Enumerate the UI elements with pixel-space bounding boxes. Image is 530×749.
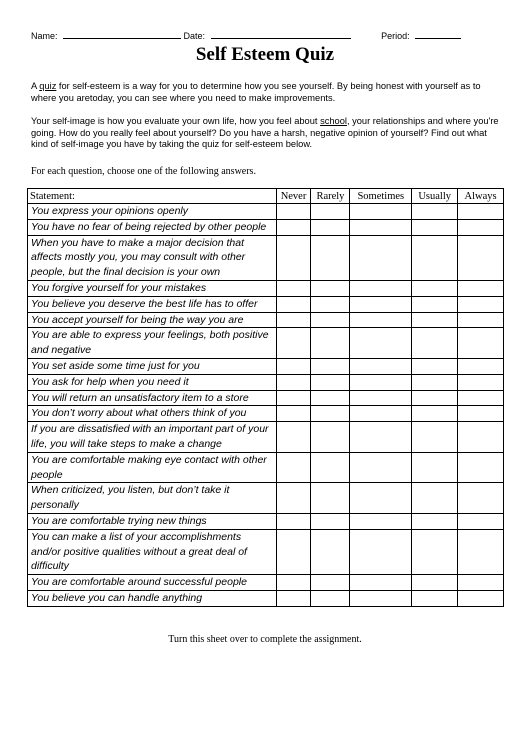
- school-link[interactable]: school: [320, 116, 347, 126]
- table-row: [28, 390, 504, 406]
- answer-cell-sometimes[interactable]: [350, 296, 412, 312]
- table-row: [28, 529, 504, 574]
- answer-cell-always[interactable]: [458, 529, 504, 574]
- statement-cell: You believe you can handle anything: [28, 590, 277, 606]
- date-field[interactable]: [211, 30, 351, 39]
- table-row: [28, 406, 504, 422]
- table-row: [28, 358, 504, 374]
- table-row: [28, 590, 504, 606]
- intro-paragraph: [31, 81, 501, 104]
- answer-cell-usually[interactable]: [412, 328, 458, 359]
- answer-cell-rarely[interactable]: [311, 422, 350, 453]
- table-row: [28, 422, 504, 453]
- answer-cell-usually[interactable]: [412, 219, 458, 235]
- answer-cell-never[interactable]: [276, 235, 311, 280]
- answer-cell-usually[interactable]: [412, 590, 458, 606]
- column-header: Statement:: [28, 189, 277, 204]
- answer-cell-never[interactable]: [276, 374, 311, 390]
- answer-cell-sometimes[interactable]: [350, 575, 412, 591]
- answer-cell-usually[interactable]: [412, 204, 458, 220]
- answer-cell-sometimes[interactable]: [350, 452, 412, 483]
- statement-cell: You ask for help when you need it: [28, 374, 277, 390]
- answer-cell-rarely[interactable]: [311, 219, 350, 235]
- answer-cell-always[interactable]: [458, 235, 504, 280]
- answer-cell-rarely[interactable]: [311, 204, 350, 220]
- column-header: Sometimes: [350, 189, 412, 204]
- answer-cell-never[interactable]: [276, 575, 311, 591]
- answer-cell-rarely[interactable]: [311, 483, 350, 514]
- answer-cell-rarely[interactable]: [311, 296, 350, 312]
- answer-cell-always[interactable]: [458, 390, 504, 406]
- period-field[interactable]: [415, 30, 461, 39]
- self-image-text-end: , your relationships and where you're going. How do you really feel about yourself? Do you have a harsh, negative opinion of yourself? Find out what kind of self-image you have by taking the quiz for self-esteem below.: [31, 116, 499, 149]
- answer-cell-never[interactable]: [276, 590, 311, 606]
- answer-cell-always[interactable]: [458, 219, 504, 235]
- table-row: [28, 374, 504, 390]
- table-row: [28, 328, 504, 359]
- answer-cell-usually[interactable]: [412, 575, 458, 591]
- column-header: Always: [458, 189, 504, 204]
- answer-cell-sometimes[interactable]: [350, 219, 412, 235]
- column-header: Never: [276, 189, 311, 204]
- answer-cell-rarely[interactable]: [311, 390, 350, 406]
- answer-cell-usually[interactable]: [412, 483, 458, 514]
- answer-cell-never[interactable]: [276, 219, 311, 235]
- answer-cell-always[interactable]: [458, 422, 504, 453]
- answer-cell-usually[interactable]: [412, 358, 458, 374]
- answer-cell-rarely[interactable]: [311, 280, 350, 296]
- table-row: [28, 312, 504, 328]
- table-row: [28, 296, 504, 312]
- answer-cell-usually[interactable]: [412, 513, 458, 529]
- answer-cell-never[interactable]: [276, 529, 311, 574]
- answer-cell-never[interactable]: [276, 406, 311, 422]
- answer-cell-rarely[interactable]: [311, 235, 350, 280]
- instructions: For each question, choose one of the following answers.: [31, 166, 256, 177]
- answer-cell-sometimes[interactable]: [350, 406, 412, 422]
- intro-text-end: for self-esteem is a way for you to determine how you see yourself. By being honest with yourself as to where you aretoday, you can see where you need to make improvements.: [31, 81, 481, 103]
- answer-cell-always[interactable]: [458, 280, 504, 296]
- name-field[interactable]: [63, 30, 181, 39]
- table-row: [28, 204, 504, 220]
- answer-cell-always[interactable]: [458, 204, 504, 220]
- column-header: Rarely: [311, 189, 350, 204]
- statement-cell: You have no fear of being rejected by other people: [28, 219, 277, 235]
- statement-cell: You forgive yourself for your mistakes: [28, 280, 277, 296]
- answer-cell-usually[interactable]: [412, 312, 458, 328]
- statement-cell: When criticized, you listen, but don’t take it personally: [28, 483, 277, 514]
- statement-cell: You are comfortable making eye contact with other people: [28, 452, 277, 483]
- answer-cell-rarely[interactable]: [311, 529, 350, 574]
- answer-cell-sometimes[interactable]: [350, 529, 412, 574]
- answer-cell-rarely[interactable]: [311, 452, 350, 483]
- answer-cell-always[interactable]: [458, 296, 504, 312]
- statement-cell: When you have to make a major decision that affects mostly you, you may consult with other people, but the final decision is your own: [28, 235, 277, 280]
- name-label: Name:: [31, 31, 58, 41]
- statement-cell: You set aside some time just for you: [28, 358, 277, 374]
- answer-cell-never[interactable]: [276, 328, 311, 359]
- answer-cell-sometimes[interactable]: [350, 280, 412, 296]
- statement-cell: You believe you deserve the best life has to offer: [28, 296, 277, 312]
- answer-cell-sometimes[interactable]: [350, 422, 412, 453]
- answer-cell-never[interactable]: [276, 204, 311, 220]
- answer-cell-never[interactable]: [276, 513, 311, 529]
- answer-cell-sometimes[interactable]: [350, 204, 412, 220]
- table-row: [28, 483, 504, 514]
- answer-cell-always[interactable]: [458, 358, 504, 374]
- page-title: Self Esteem Quiz: [195, 44, 335, 65]
- answer-cell-never[interactable]: [276, 483, 311, 514]
- statement-cell: You accept yourself for being the way you are: [28, 312, 277, 328]
- table-row: [28, 235, 504, 280]
- answer-cell-always[interactable]: [458, 406, 504, 422]
- answer-cell-sometimes[interactable]: [350, 483, 412, 514]
- answer-cell-never[interactable]: [276, 296, 311, 312]
- statement-cell: You are able to express your feelings, both positive and negative: [28, 328, 277, 359]
- answer-cell-usually[interactable]: [412, 235, 458, 280]
- answer-cell-usually[interactable]: [412, 390, 458, 406]
- answer-cell-usually[interactable]: [412, 374, 458, 390]
- answer-cell-sometimes[interactable]: [350, 312, 412, 328]
- student-info-header: [31, 30, 501, 41]
- footer-note: Turn this sheet over to complete the assignment.: [168, 634, 362, 645]
- quiz-link[interactable]: quiz: [39, 81, 57, 91]
- answer-cell-always[interactable]: [458, 374, 504, 390]
- answer-cell-always[interactable]: [458, 575, 504, 591]
- answer-cell-never[interactable]: [276, 280, 311, 296]
- self-image-paragraph: [31, 116, 501, 151]
- answer-cell-rarely[interactable]: [311, 575, 350, 591]
- statement-cell: You are comfortable trying new things: [28, 513, 277, 529]
- answer-cell-always[interactable]: [458, 312, 504, 328]
- answer-cell-never[interactable]: [276, 390, 311, 406]
- table-row: [28, 452, 504, 483]
- date-label: Date:: [183, 31, 206, 41]
- answer-cell-sometimes[interactable]: [350, 358, 412, 374]
- quiz-table: [27, 188, 504, 607]
- statement-cell: You will return an unsatisfactory item to a store: [28, 390, 277, 406]
- answer-cell-sometimes[interactable]: [350, 513, 412, 529]
- answer-cell-usually[interactable]: [412, 280, 458, 296]
- answer-cell-rarely[interactable]: [311, 513, 350, 529]
- answer-cell-usually[interactable]: [412, 296, 458, 312]
- answer-cell-never[interactable]: [276, 452, 311, 483]
- intro-text-start: A: [31, 81, 40, 91]
- answer-cell-usually[interactable]: [412, 406, 458, 422]
- answer-cell-always[interactable]: [458, 590, 504, 606]
- answer-cell-usually[interactable]: [412, 452, 458, 483]
- answer-cell-never[interactable]: [276, 422, 311, 453]
- statement-cell: You don’t worry about what others think of you: [28, 406, 277, 422]
- table-row: [28, 219, 504, 235]
- answer-cell-rarely[interactable]: [311, 328, 350, 359]
- answer-cell-always[interactable]: [458, 513, 504, 529]
- answer-cell-always[interactable]: [458, 452, 504, 483]
- column-header: Usually: [412, 189, 458, 204]
- answer-cell-sometimes[interactable]: [350, 328, 412, 359]
- answer-cell-rarely[interactable]: [311, 374, 350, 390]
- table-row: [28, 513, 504, 529]
- period-label: Period:: [381, 31, 410, 41]
- statement-cell: You are comfortable around successful people: [28, 575, 277, 591]
- answer-cell-rarely[interactable]: [311, 406, 350, 422]
- statement-cell: If you are dissatisfied with an important part of your life, you will take steps to make a change: [28, 422, 277, 453]
- answer-cell-rarely[interactable]: [311, 312, 350, 328]
- statement-cell: You can make a list of your accomplishments and/or positive qualities without a great deal of difficulty: [28, 529, 277, 574]
- answer-cell-rarely[interactable]: [311, 590, 350, 606]
- answer-cell-always[interactable]: [458, 483, 504, 514]
- table-header-row: [28, 189, 504, 204]
- answer-cell-usually[interactable]: [412, 422, 458, 453]
- table-row: [28, 575, 504, 591]
- answer-cell-always[interactable]: [458, 328, 504, 359]
- statement-cell: You express your opinions openly: [28, 204, 277, 220]
- answer-cell-sometimes[interactable]: [350, 390, 412, 406]
- answer-cell-rarely[interactable]: [311, 358, 350, 374]
- answer-cell-sometimes[interactable]: [350, 374, 412, 390]
- answer-cell-never[interactable]: [276, 312, 311, 328]
- answer-cell-never[interactable]: [276, 358, 311, 374]
- answer-cell-sometimes[interactable]: [350, 590, 412, 606]
- table-row: [28, 280, 504, 296]
- self-image-text-start: Your self-image is how you evaluate your own life, how you feel about: [31, 116, 321, 126]
- answer-cell-usually[interactable]: [412, 529, 458, 574]
- answer-cell-sometimes[interactable]: [350, 235, 412, 280]
